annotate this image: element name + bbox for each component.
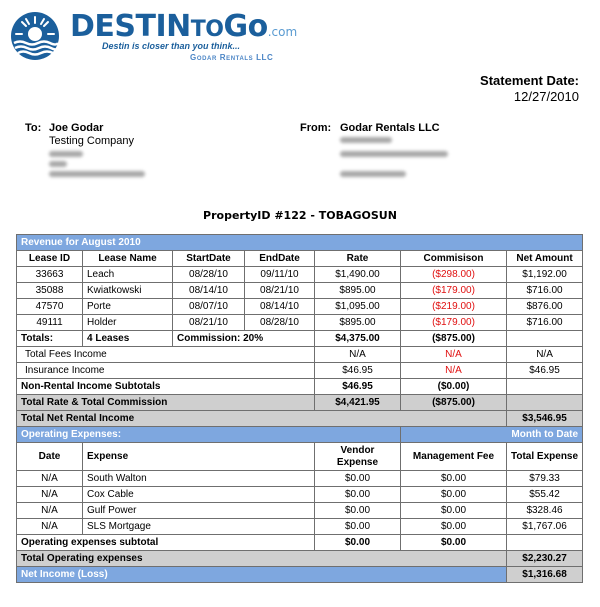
empty-cell: [507, 535, 583, 551]
lease-row: [17, 283, 583, 299]
lease-name: Holder: [83, 315, 173, 331]
statement-table: [16, 234, 583, 583]
expenses-total-label: Total Operating expenses: [17, 551, 507, 567]
expense-date: N/A: [17, 487, 83, 503]
expenses-subtotal-mgmt: $0.00: [401, 535, 507, 551]
expense-vendor: $0.00: [315, 503, 401, 519]
redacted-address-line: [340, 137, 392, 143]
lease-id: 47570: [17, 299, 83, 315]
col-header: Net Amount: [507, 251, 583, 267]
col-header: Management Fee: [401, 443, 507, 471]
expense-mgmt: $0.00: [401, 471, 507, 487]
fees-label: Total Fees Income: [17, 347, 315, 363]
expense-name: Cox Cable: [83, 487, 315, 503]
expense-mgmt: $0.00: [401, 503, 507, 519]
revenue-band-title: Revenue for August 2010: [17, 235, 583, 251]
col-header: EndDate: [245, 251, 315, 267]
col-header: Date: [17, 443, 83, 471]
expenses-total-row: [17, 551, 583, 567]
brand-mid: TO: [190, 17, 224, 42]
expense-date: N/A: [17, 519, 83, 535]
nonrental-commission: ($0.00): [401, 379, 507, 395]
lease-id: 33663: [17, 267, 83, 283]
totals-label: Totals:: [17, 331, 83, 347]
lease-rate: $1,490.00: [315, 267, 401, 283]
expense-mgmt: $0.00: [401, 519, 507, 535]
lease-net: $876.00: [507, 299, 583, 315]
expenses-band: [17, 427, 583, 443]
col-header: Rate: [315, 251, 401, 267]
insurance-row: [17, 363, 583, 379]
totals-row: [17, 331, 583, 347]
expenses-subtotal-row: [17, 535, 583, 551]
insurance-label: Insurance Income: [17, 363, 315, 379]
redacted-address-line: [49, 151, 83, 157]
lease-row: [17, 299, 583, 315]
expense-row: [17, 471, 583, 487]
fees-row: [17, 347, 583, 363]
fees-commission: N/A: [401, 347, 507, 363]
lease-commission: ($219.00): [401, 299, 507, 315]
company-subtitle: Godar Rentals LLC: [190, 53, 274, 62]
statement-date: 12/27/2010: [513, 89, 579, 104]
empty-cell: [507, 379, 583, 395]
expenses-band-right: Month to Date: [401, 427, 583, 443]
sun-waves-icon: [10, 11, 60, 61]
revenue-header-row: [17, 251, 583, 267]
lease-start: 08/21/10: [173, 315, 245, 331]
statement-date-label: Statement Date:: [480, 73, 579, 88]
lease-start: 08/28/10: [173, 267, 245, 283]
fees-net: N/A: [507, 347, 583, 363]
net-income-row: [17, 567, 583, 583]
brand-suffix: Go: [223, 9, 268, 44]
expenses-total-value: $2,230.27: [507, 551, 583, 567]
lease-id: 35088: [17, 283, 83, 299]
insurance-rate: $46.95: [315, 363, 401, 379]
nonrental-label: Non-Rental Income Subtotals: [17, 379, 315, 395]
lease-id: 49111: [17, 315, 83, 331]
expense-mgmt: $0.00: [401, 487, 507, 503]
rate-commission-commission: ($875.00): [401, 395, 507, 411]
fees-rate: N/A: [315, 347, 401, 363]
from-name: Godar Rentals LLC: [340, 122, 440, 134]
expense-row: [17, 487, 583, 503]
lease-net: $716.00: [507, 315, 583, 331]
lease-end: 09/11/10: [245, 267, 315, 283]
lease-name: Kwiatkowski: [83, 283, 173, 299]
insurance-net: $46.95: [507, 363, 583, 379]
net-income-label: Net Income (Loss): [17, 567, 507, 583]
expense-total: $328.46: [507, 503, 583, 519]
rate-commission-rate: $4,421.95: [315, 395, 401, 411]
totals-leases: 4 Leases: [83, 331, 173, 347]
expense-date: N/A: [17, 471, 83, 487]
lease-commission: ($298.00): [401, 267, 507, 283]
expense-vendor: $0.00: [315, 487, 401, 503]
lease-end: 08/21/10: [245, 283, 315, 299]
expenses-subtotal-label: Operating expenses subtotal: [17, 535, 315, 551]
lease-end: 08/14/10: [245, 299, 315, 315]
lease-commission: ($179.00): [401, 283, 507, 299]
lease-name: Leach: [83, 267, 173, 283]
col-header: Lease Name: [83, 251, 173, 267]
rate-commission-label: Total Rate & Total Commission: [17, 395, 315, 411]
brand-domain: .com: [267, 25, 298, 39]
expense-total: $1,767.06: [507, 519, 583, 535]
to-label: To:: [25, 122, 42, 134]
expense-total: $79.33: [507, 471, 583, 487]
totals-rate: $4,375.00: [315, 331, 401, 347]
lease-net: $716.00: [507, 283, 583, 299]
insurance-commission: N/A: [401, 363, 507, 379]
expense-row: [17, 503, 583, 519]
expense-name: SLS Mortgage: [83, 519, 315, 535]
expense-date: N/A: [17, 503, 83, 519]
expenses-band-title: Operating Expenses:: [17, 427, 401, 443]
col-header: Expense: [83, 443, 315, 471]
lease-rate: $895.00: [315, 283, 401, 299]
col-header: Total Expense: [507, 443, 583, 471]
empty-cell: [507, 331, 583, 347]
expenses-subtotal-vendor: $0.00: [315, 535, 401, 551]
brand-prefix: DESTIN: [70, 9, 191, 44]
to-name: Joe Godar: [49, 122, 104, 134]
brand-logo: [10, 8, 298, 66]
to-company: Testing Company: [49, 135, 134, 147]
empty-cell: [507, 395, 583, 411]
totals-commission-rate: Commission: 20%: [173, 331, 315, 347]
redacted-address-line: [49, 161, 67, 167]
col-header: Vendor Expense: [315, 443, 401, 471]
redacted-address-line: [49, 171, 145, 177]
tagline: Destin is closer than you think...: [102, 41, 241, 51]
lease-row: [17, 315, 583, 331]
lease-commission: ($179.00): [401, 315, 507, 331]
nonrental-row: [17, 379, 583, 395]
net-income-value: $1,316.68: [507, 567, 583, 583]
lease-name: Porte: [83, 299, 173, 315]
lease-start: 08/07/10: [173, 299, 245, 315]
property-title: PropertyID #122 - TOBAGOSUN: [203, 209, 397, 222]
lease-row: [17, 267, 583, 283]
lease-net: $1,192.00: [507, 267, 583, 283]
lease-rate: $895.00: [315, 315, 401, 331]
net-rental-value: $3,546.95: [507, 411, 583, 427]
expense-name: Gulf Power: [83, 503, 315, 519]
redacted-address-line: [340, 171, 406, 177]
lease-rate: $1,095.00: [315, 299, 401, 315]
col-header: Commisison: [401, 251, 507, 267]
net-rental-label: Total Net Rental Income: [17, 411, 507, 427]
lease-end: 08/28/10: [245, 315, 315, 331]
from-label: From:: [300, 122, 332, 134]
expense-vendor: $0.00: [315, 519, 401, 535]
expense-name: South Walton: [83, 471, 315, 487]
expense-vendor: $0.00: [315, 471, 401, 487]
totals-commission: ($875.00): [401, 331, 507, 347]
col-header: Lease ID: [17, 251, 83, 267]
expense-row: [17, 519, 583, 535]
nonrental-rate: $46.95: [315, 379, 401, 395]
net-rental-row: [17, 411, 583, 427]
col-header: StartDate: [173, 251, 245, 267]
revenue-band: [17, 235, 583, 251]
rate-commission-row: [17, 395, 583, 411]
redacted-address-line: [340, 151, 448, 157]
expense-total: $55.42: [507, 487, 583, 503]
expenses-header-row: [17, 443, 583, 471]
lease-start: 08/14/10: [173, 283, 245, 299]
